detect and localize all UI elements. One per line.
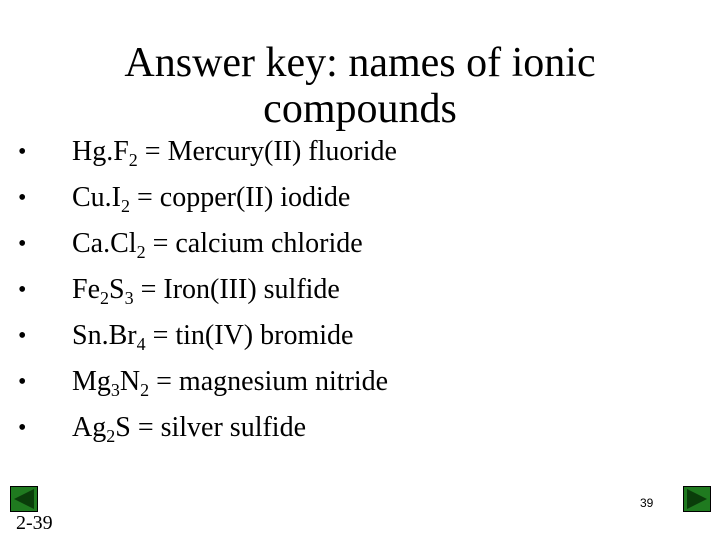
formula-subscript: 2 [106,426,116,446]
bullet-icon: • [18,369,27,395]
formula-subscript: 2 [140,380,150,400]
compound-name: = tin(IV) bromide [145,320,354,351]
compound-name: = Iron(III) sulfide [133,274,340,305]
formula-element: S [109,274,125,305]
list-item [18,132,397,178]
formula-element: Mg [72,366,111,397]
compound-name: = silver sulfide [130,412,307,443]
formula-subscript: 3 [110,380,120,400]
formula-element: Ag [72,412,107,443]
list-item [18,408,397,454]
slide-label: 2-39 [16,512,53,534]
list-item [18,270,397,316]
bullet-icon: • [18,231,27,257]
slide-title: Answer key: names of ionic compounds [124,40,596,132]
formula-subscript: 4 [136,334,146,354]
formula-element: Hg.F [72,136,129,167]
compound-name: = calcium chloride [145,228,363,259]
compound-formula [72,274,134,308]
bullet-icon: • [18,185,27,211]
compound-formula [72,182,130,216]
formula-element: Fe [72,274,100,305]
compound-formula [72,228,146,262]
page-number: 39 [640,496,654,510]
compound-name: = copper(II) iodide [130,182,351,213]
triangle-right-icon [683,486,711,512]
formula-subscript: 2 [100,288,109,308]
formula-element: Cu.I [72,182,121,213]
list-item [18,224,397,270]
bullet-icon: • [18,277,27,303]
answer-list [18,132,397,454]
compound-formula [72,136,138,170]
bullet-icon: • [18,139,27,165]
formula-subscript: 3 [124,288,134,308]
list-item [18,316,397,362]
bullet-icon: • [18,323,27,349]
triangle-left-icon [10,486,38,512]
compound-formula [72,320,146,354]
formula-subscript: 2 [128,150,138,170]
formula-element: N [119,366,141,397]
formula-subscript: 2 [121,196,130,216]
formula-element: Sn.Br [72,320,137,351]
bullet-icon: • [18,415,27,441]
compound-name: = magnesium nitride [149,366,389,397]
previous-slide-button[interactable] [10,486,38,512]
next-slide-button[interactable] [683,486,711,512]
list-item [18,362,397,408]
compound-formula [72,366,150,400]
list-item [18,178,397,224]
formula-element: S [115,412,131,443]
formula-subscript: 2 [136,242,146,262]
compound-formula [72,412,131,446]
compound-name: = Mercury(II) fluoride [137,136,397,167]
formula-element: Ca.Cl [72,228,137,259]
